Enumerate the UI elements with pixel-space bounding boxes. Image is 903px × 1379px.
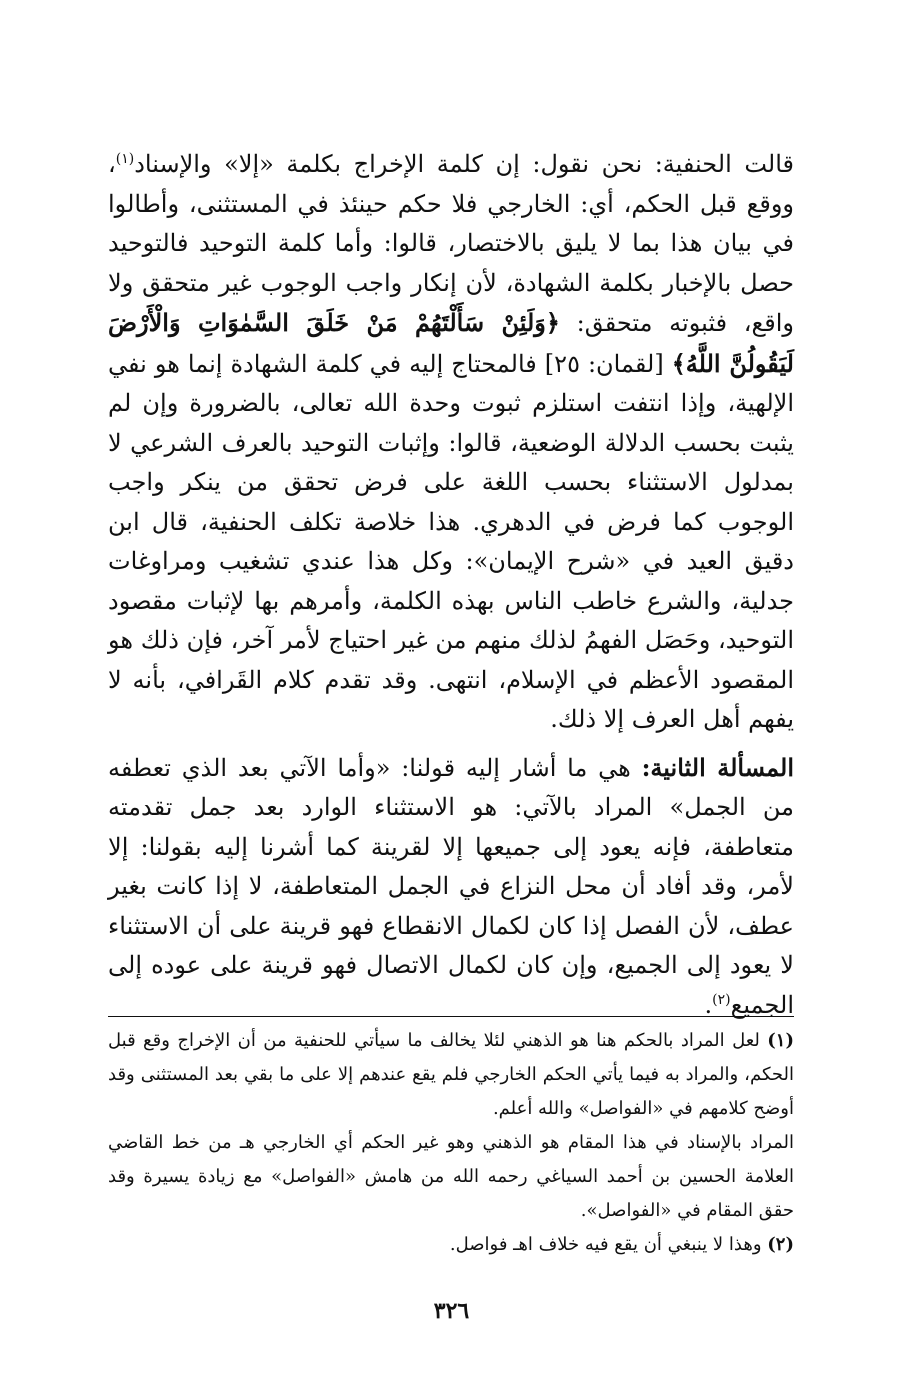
paragraph-2-text: هي ما أشار إليه قولنا: «وأما الآتي بعد الذي تعطفه من الجمل» المراد بالآتي: هو الاستثناء الوارد بعد جمل تقدمته متعاطفة، فإنه يعود إلى جميعها إلا لقرينة كما أشرنا إليه بقولنا: إلا لأمر، وقد أفاد أن محل النزاع في الجمل المتعاطفة، لا إذا كانت بغير عطف، لأن الفصل إذا كان لكمال الانقطاع فهو قرينة على أن الاستثناء لا يعود إلى الجميع، وإن كان لكمال الاتصال فهو قرينة على عوده إلى الجميع	[108, 753, 795, 1019]
paragraph-2	[108, 748, 794, 1026]
paragraph-1-text: قالت الحنفية: نحن نقول: إن كلمة الإخراج بكلمة «إلا» والإسناد	[134, 150, 794, 178]
footnote-divider	[108, 1016, 794, 1017]
main-text	[108, 145, 794, 1025]
paragraph-1-text-end: فالمحتاج إليه في كلمة الشهادة إنما هو نفي الإلهية، وإذا انتفت استلزم ثبوت وحدة الله تعالى، بالضرورة وإن لم يثبت بحسب الدلالة الوضعية، قالوا: وإثبات التوحيد بالعرف الشرعي لا بمدلول الاستثناء بحسب اللغة على فرض تحقق من ينكر واجب الوجوب كما فرض في الدهري. هذا خلاصة تكلف الحنفية، قال ابن دقيق العيد في «شرح الإيمان»: وكل هذا عندي تشغيب ومراوغات جدلية، والشرع خاطب الناس بهذه الكلمة، وأمرهم بها لإثبات مقصود التوحيد، وحَصَل الفهمُ لذلك منهم من غير احتياج لأمر آخر، فإن ذلك هو المقصود الأعظم في الإسلام، انتهى. وقد تقدم كلام القَرافي، بأنه لا يفهم أهل العرف إلا ذلك.	[108, 349, 794, 733]
page-number: ٣٢٦	[433, 1298, 470, 1324]
footnote-2-text: وهذا لا ينبغي أن يقع فيه خلاف اهـ فواصل.	[449, 1234, 768, 1255]
footnote-1-continuation	[108, 1126, 794, 1228]
verse-reference: [لقمان: ٢٥]	[536, 349, 672, 378]
footnotes	[108, 1024, 794, 1262]
section-heading: المسألة الثانية:	[641, 752, 795, 782]
quran-verse: ﴿وَلَئِنْ سَأَلْتَهُمْ مَنْ خَلَقَ السَّمٰوَاتِ وَالْأَرْضَ لَيَقُولُنَّ اللَّهُ﴾	[108, 308, 794, 378]
footnote-ref-1: (١)	[115, 151, 135, 167]
paragraph-1	[108, 145, 794, 740]
paragraph-1-text-continued: ، ووقع قبل الحكم، أي: الخارجي فلا حكم حينئذ في المستثنى، وأطالوا في بيان هذا بما لا يليق بالاختصار، قالوا: وأما كلمة التوحيد فالتوحيد حصل بالإخبار بكلمة الشهادة، لأن إنكار واجب الوجوب غير متحقق ولا واقع، فثبوته متحقق:	[108, 150, 794, 337]
paragraph-2-text-end: .	[704, 990, 713, 1019]
footnote-1-text: لعل المراد بالحكم هنا هو الذهني لئلا يخالف ما سيأتي للحنفية من أن الإخراج وقع قبل الحكم، والمراد به فيما يأتي الحكم الخارجي فلم يقع عندهم إلا على ما بقي بعد المستثنى وقد أوضح كلامهم في «الفواصل» والله أعلم.	[108, 1030, 794, 1119]
footnote-ref-2: (٢)	[712, 991, 731, 1008]
footnote-1-number: (١)	[767, 1030, 794, 1051]
footnote-2-number: (٢)	[767, 1234, 794, 1255]
footnote-2	[108, 1228, 794, 1262]
footnote-1	[108, 1024, 794, 1126]
footnote-1-continuation-text: المراد بالإسناد في هذا المقام هو الذهني وهو غير الحكم أي الخارجي هـ من خط القاضي العلامة الحسين بن أحمد السياغي رحمه الله من هامش «الفواصل» مع زيادة يسيرة وقد حقق المقام في «الفواصل».	[108, 1132, 794, 1221]
